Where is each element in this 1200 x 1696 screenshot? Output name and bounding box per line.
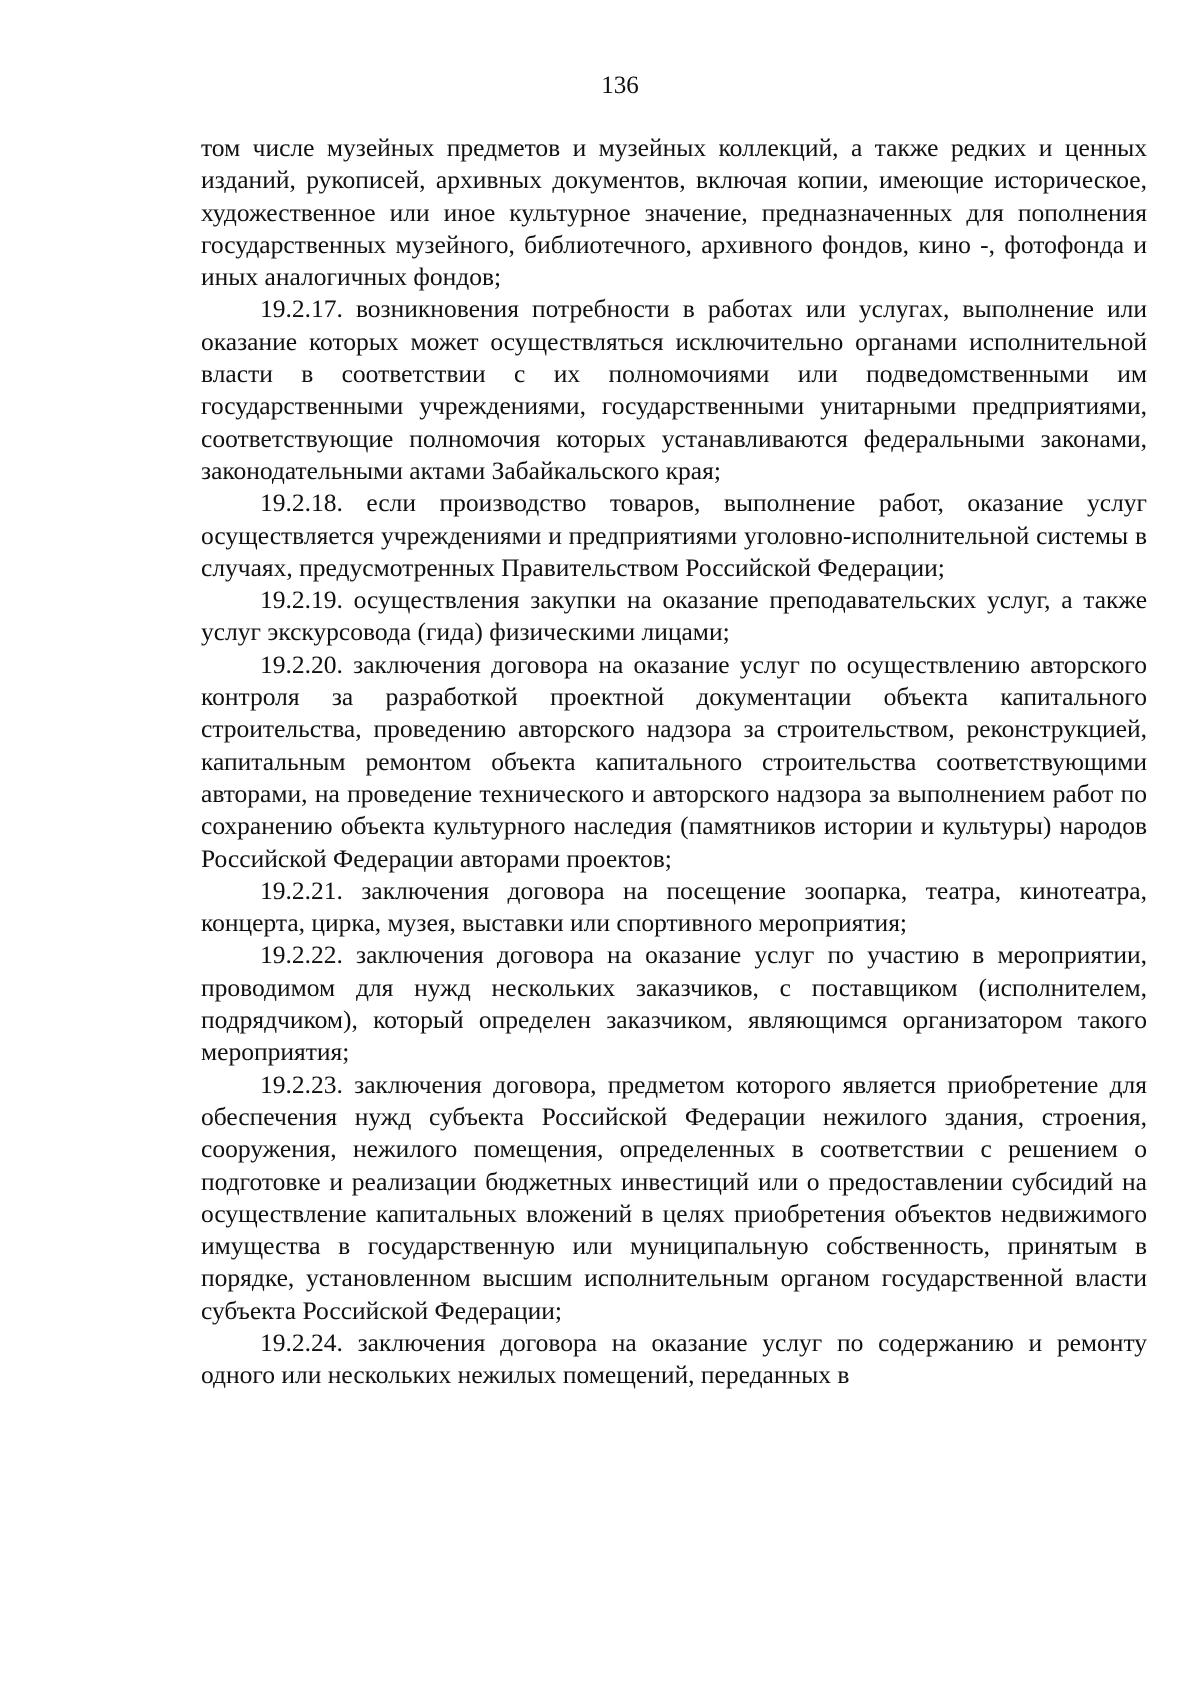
clause-number: 19.2.21. xyxy=(260,875,343,905)
paragraph-text: том числе музейных предметов и музейных коллекций, а также редких и ценных изданий, рукописей, архивных документов, включая копии, имеющие историческое, художественное или иное культурное значение, предназначенных для пополнения государственных музейного, библиотечного, архивного фондов, кино -, фотофонда и иных аналогичных фондов; xyxy=(201,133,1147,292)
paragraph-text: возникновения потребности в работах или услугах, выполнение или оказание которых может осуществляться исключительно органами исполнительной власти в соответствии с их полномочиями или подведомственными им государственными учреждениями, государственными унитарными предприятиями, соответствующие полномочия которых устанавливаются федеральными законами, законодательными актами Забайкальского края; xyxy=(201,294,1148,485)
paragraph-continuation xyxy=(201,132,1147,293)
paragraph-text: заключения договора на оказание услуг по осуществлению авторского контроля за разработкой проектной документации объекта капитального строительства, проведению авторского надзора за строительством, реконструкцией, капитальным ремонтом объекта капитального строительства соответствующими авторами, на проведение технического и авторского надзора за выполнением работ по сохранению объекта культурного наследия (памятников истории и культуры) народов Российской Федерации авторами проектов; xyxy=(201,649,1147,873)
clause-number: 19.2.23. xyxy=(260,1069,343,1099)
clause-number: 19.2.18. xyxy=(260,488,343,518)
clause-number: 19.2.17. xyxy=(260,294,343,324)
paragraph-text: заключения договора, предметом которого является приобретение для обеспечения нужд субъекта Российской Федерации нежилого здания, строения, сооружения, нежилого помещения, определенных в соответствии с решением о подготовке и реализации бюджетных инвестиций или о предоставлении субсидий на осуществление капитальных вложений в целях приобретения объектов недвижимого имущества в государственную или муниципальную собственность, принятым в порядке, установленном высшим исполнительным органом государственной власти субъекта Российской Федерации; xyxy=(201,1069,1147,1325)
list-item xyxy=(201,649,1147,875)
paragraph-text: осуществления закупки на оказание преподавательских услуг, а также услуг экскурсовода (гида) физическими лицами; xyxy=(201,585,1148,647)
clause-number: 19.2.20. xyxy=(260,649,343,679)
list-item xyxy=(201,939,1147,1068)
list-item xyxy=(201,1069,1147,1327)
clause-number: 19.2.24. xyxy=(260,1327,343,1357)
page-number: 136 xyxy=(601,72,639,99)
paragraph-text: заключения договора на оказание услуг по участию в мероприятии, проводимом для нужд нескольких заказчиков, с поставщиком (исполнителем, подрядчиком), который определен заказчиком, являющимся организатором такого мероприятия; xyxy=(201,940,1147,1067)
paragraph-text: если производство товаров, выполнение работ, оказание услуг осуществляется учреждениями и предприятиями уголовно-исполнительной системы в случаях, предусмотренных Правительством Российской Федерации; xyxy=(201,488,1148,582)
document-body xyxy=(201,132,1147,1392)
clause-number: 19.2.22. xyxy=(260,940,343,970)
paragraph-text: заключения договора на оказание услуг по содержанию и ремонту одного или нескольких нежилых помещений, переданных в xyxy=(201,1327,1148,1390)
list-item xyxy=(201,584,1147,649)
list-item xyxy=(201,487,1147,584)
list-item xyxy=(201,875,1147,940)
list-item xyxy=(201,1327,1147,1392)
clause-number: 19.2.19. xyxy=(260,585,343,615)
paragraph-text: заключения договора на посещение зоопарка, театра, кинотеатра, концерта, цирка, музея, выставки или спортивного мероприятия; xyxy=(201,875,1147,938)
list-item xyxy=(201,293,1147,487)
